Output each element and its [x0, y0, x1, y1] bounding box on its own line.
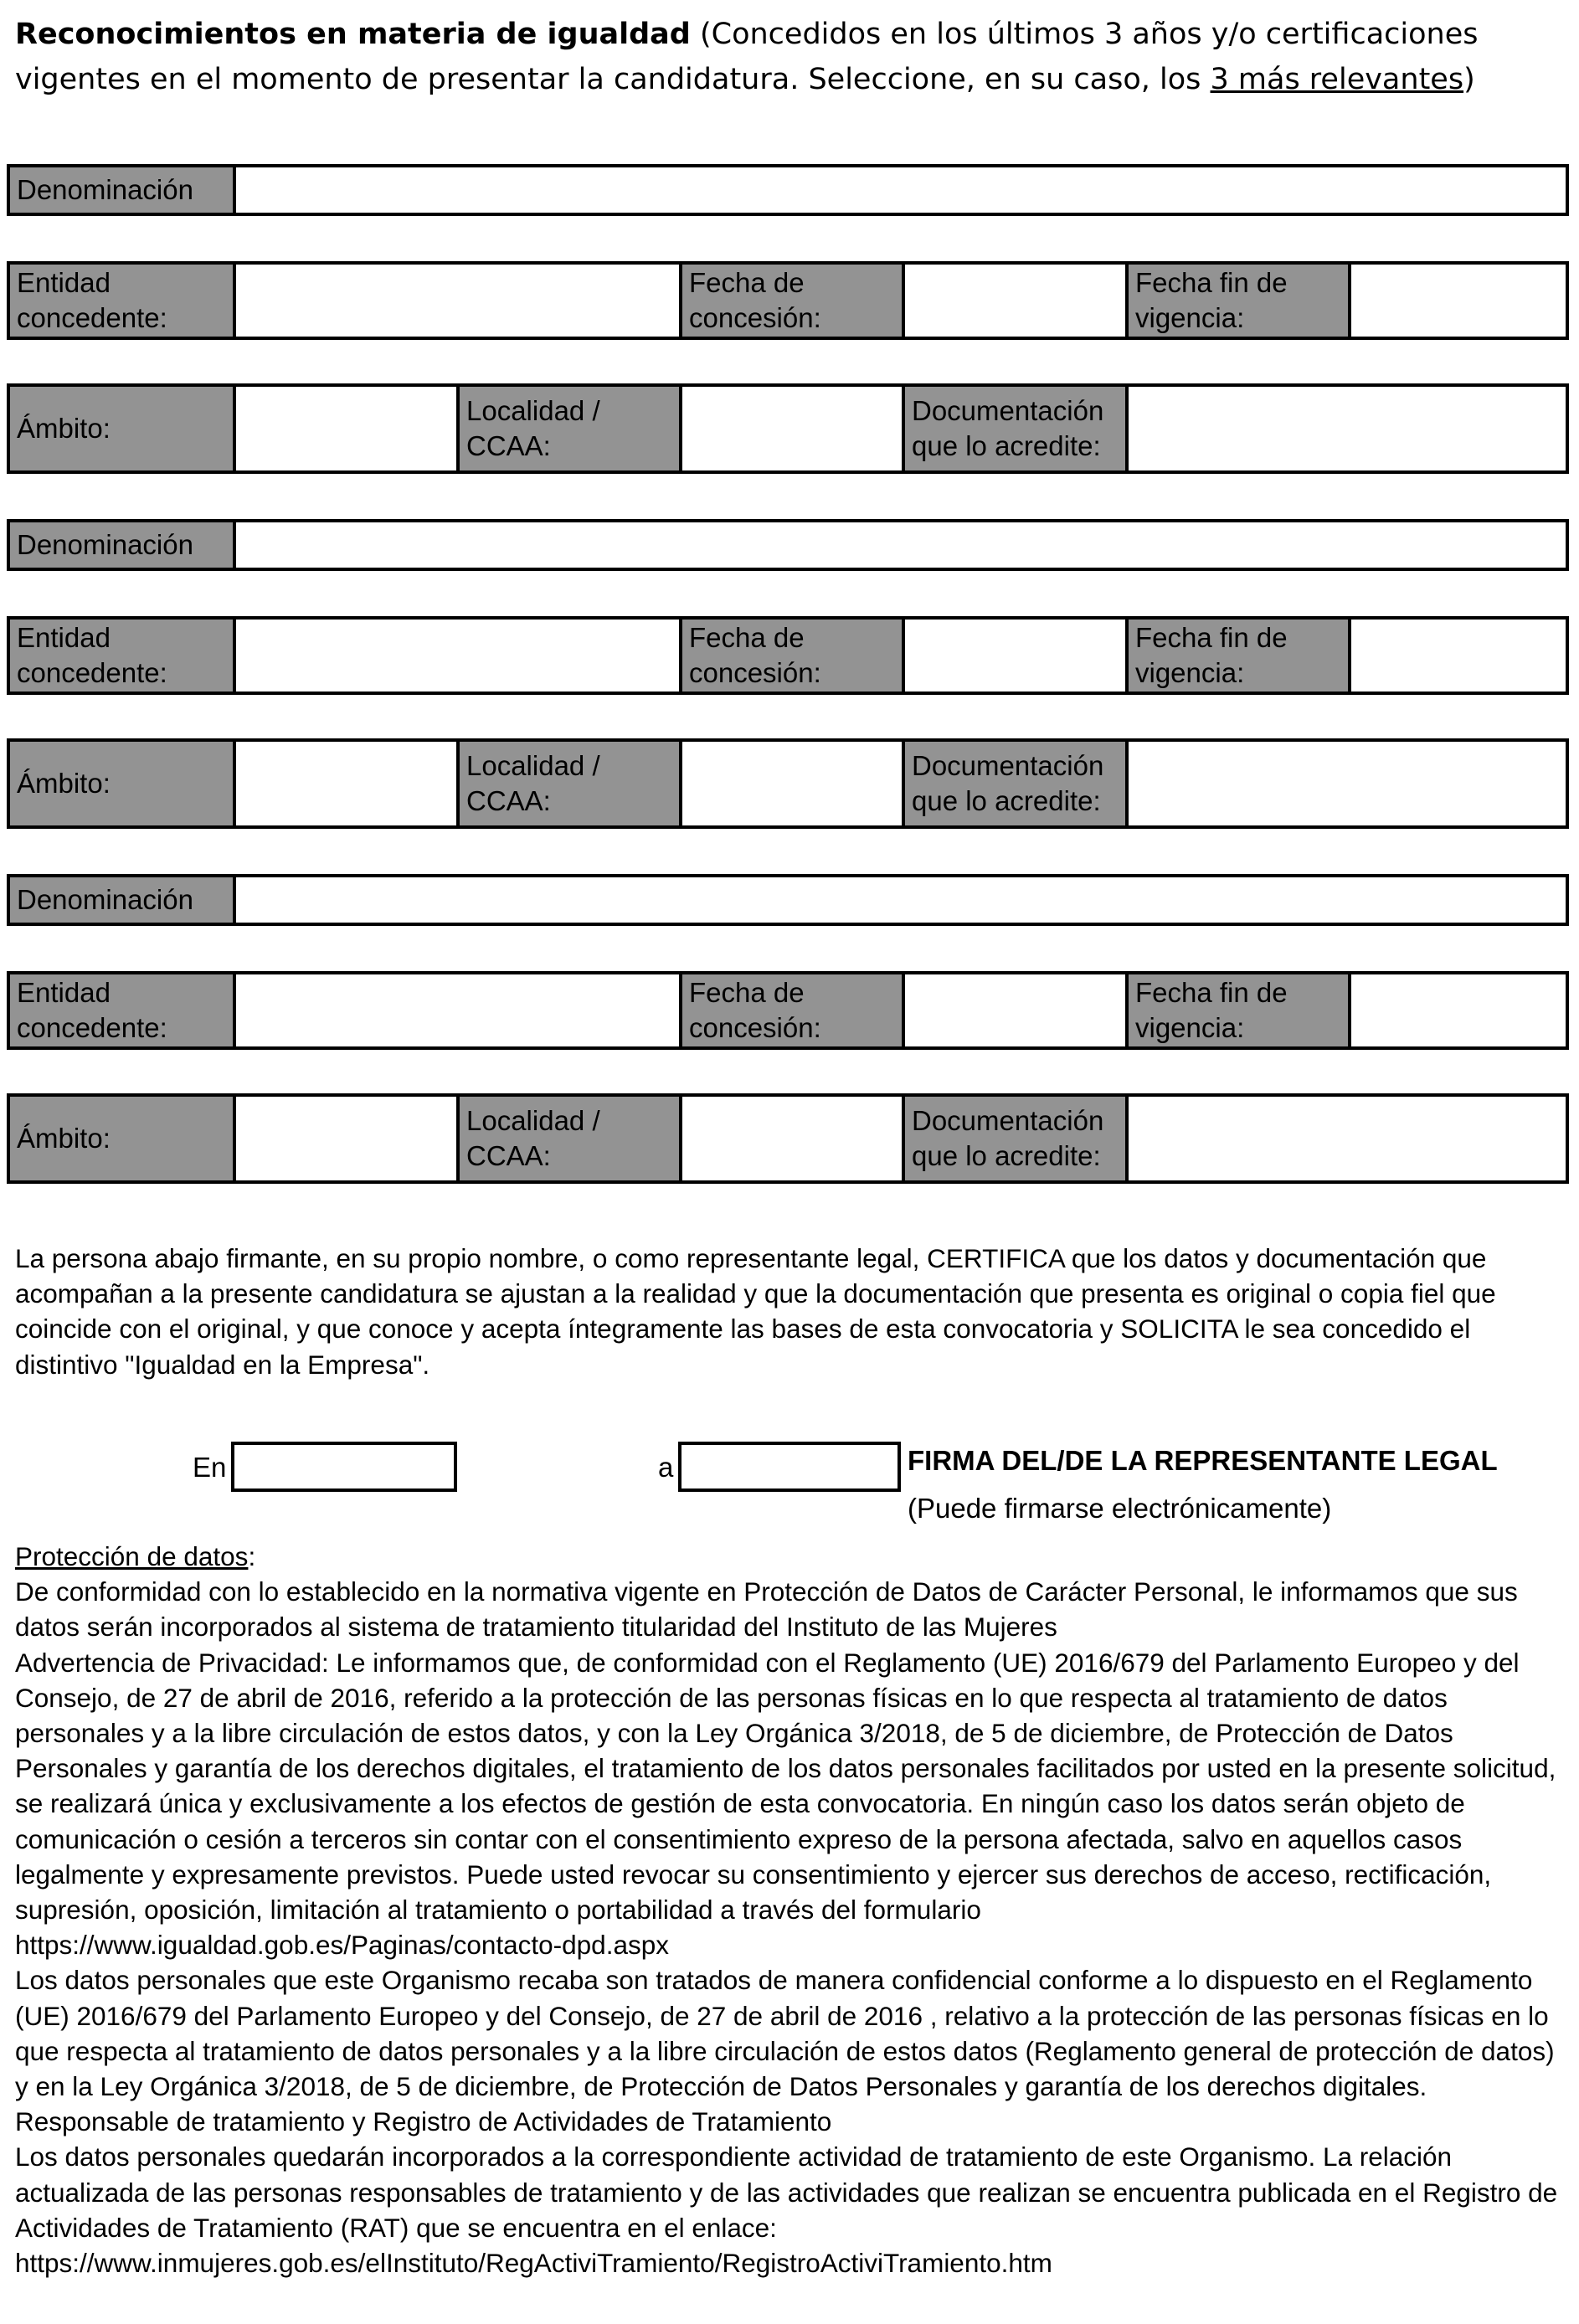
entidad-label-line2: concedente:: [17, 1012, 167, 1043]
record-2-denominacion-row: [7, 519, 1569, 571]
documentacion-line2: que lo acredite:: [912, 1140, 1101, 1171]
documentacion-line1: Documentación: [912, 750, 1104, 781]
place-field[interactable]: [231, 1442, 457, 1492]
privacy-paragraph-5: Los datos personales quedarán incorporados a la correspondiente actividad de tratamiento de este Organismo. La relación actualizada de las personas responsables de tratamiento y de las actividades que realizan se encuentra publicada en el Registro de Actividades de Tratamiento (RAT) que se encuentra en el enlace:: [15, 2141, 1558, 2243]
documentacion-label: [902, 387, 1125, 470]
fecha-concesion-line1: Fecha de: [689, 622, 805, 653]
denominacion-label: Denominación: [10, 522, 233, 568]
privacy-paragraph-1: De conformidad con lo establecido en la normativa vigente en Protección de Datos de Carácter Personal, le informamos que sus datos serán incorporados al sistema de tratamiento titularidad del Instituto de las Mujeres: [15, 1576, 1518, 1643]
fecha-fin-line2: vigencia:: [1135, 302, 1245, 333]
record-3-fecha-fin-field[interactable]: [1348, 974, 1566, 1046]
entidad-label-line2: concedente:: [17, 302, 167, 333]
record-1-denominacion-field[interactable]: [233, 167, 1566, 213]
fecha-fin-label: [1125, 620, 1348, 692]
record-1-entidad-row: [7, 261, 1569, 340]
ambito-label: Ámbito:: [10, 387, 233, 470]
heading-emphasis: 3 más relevantes: [1210, 63, 1464, 96]
privacy-section: [15, 1539, 1564, 2280]
fecha-concesion-line2: concesión:: [689, 1012, 821, 1043]
localidad-line1: Localidad /: [466, 1105, 600, 1136]
fecha-fin-label: [1125, 265, 1348, 337]
record-3-denominacion-row: [7, 874, 1569, 926]
record-1-fecha-fin-field[interactable]: [1348, 265, 1566, 337]
record-2-ambito-row: [7, 738, 1569, 829]
localidad-line2: CCAA:: [466, 785, 551, 816]
record-3-ambito-row: [7, 1093, 1569, 1184]
record-2-ambito-field[interactable]: [233, 742, 456, 825]
record-2-entidad-field[interactable]: [233, 620, 679, 692]
entidad-label-line1: Entidad: [17, 622, 111, 653]
documentacion-line1: Documentación: [912, 395, 1104, 426]
localidad-line2: CCAA:: [466, 1140, 551, 1171]
fecha-concesion-label: [679, 974, 902, 1046]
documentacion-line1: Documentación: [912, 1105, 1104, 1136]
record-2-fecha-concesion-field[interactable]: [902, 620, 1125, 692]
heading-title: Reconocimientos en materia de igualdad: [15, 18, 691, 51]
localidad-line1: Localidad /: [466, 395, 600, 426]
ambito-label: Ámbito:: [10, 1097, 233, 1180]
record-1-denominacion-row: [7, 164, 1569, 216]
fecha-fin-label: [1125, 974, 1348, 1046]
record-3-entidad-row: [7, 971, 1569, 1050]
record-3-denominacion-field[interactable]: [233, 877, 1566, 923]
rat-link[interactable]: https://www.inmujeres.gob.es/elInstituto/RegActiviTramiento/RegistroActiviTramiento.htm: [15, 2248, 1052, 2279]
a-label: a: [658, 1452, 674, 1483]
record-1-entidad-field[interactable]: [233, 265, 679, 337]
privacy-heading-colon: :: [248, 1541, 256, 1571]
record-3-documentacion-field[interactable]: [1125, 1097, 1566, 1180]
heading-text-end: ): [1463, 63, 1475, 96]
localidad-label: [456, 1097, 679, 1180]
fecha-fin-line1: Fecha fin de: [1135, 622, 1288, 653]
record-1-documentacion-field[interactable]: [1125, 387, 1566, 470]
localidad-line2: CCAA:: [466, 430, 551, 461]
en-label: En: [193, 1452, 227, 1483]
record-2-fecha-fin-field[interactable]: [1348, 620, 1566, 692]
record-2-localidad-field[interactable]: [679, 742, 902, 825]
privacy-paragraph-2: Advertencia de Privacidad: Le informamos que, de conformidad con el Reglamento (UE) 2016/679 del Parlamento Europeo y del Consejo, de 27 de abril de 2016, referido a la protección de las personas físicas en lo que respecta al tratamiento de datos personales y a la libre circulación de estos datos, y con la Ley Orgánica 3/2018, de 5 de diciembre, de Protección de Datos Personales y garantía de los derechos digitales, el tratamiento de los datos personales facilitados por usted en la presente solicitud, se realizará única y exclusivamente a los efectos de gestión de esta convocatoria. En ningún caso los datos serán objeto de comunicación o cesión a terceros sin contar con el consentimiento expreso de la persona afectada, salvo en aquellos casos legalmente y expresamente previstos. Puede usted revocar su consentimiento y ejercer sus derechos de acceso, rectificación, supresión, oposición, limitación al tratamiento o portabilidad a través del formulario: [15, 1647, 1556, 1926]
localidad-label: [456, 742, 679, 825]
privacy-heading-text: Protección de datos: [15, 1541, 249, 1571]
date-field[interactable]: [678, 1442, 901, 1492]
record-2-denominacion-field[interactable]: [233, 522, 1566, 568]
fecha-fin-line2: vigencia:: [1135, 657, 1245, 688]
localidad-label: [456, 387, 679, 470]
fecha-concesion-line2: concesión:: [689, 657, 821, 688]
entidad-label: [10, 620, 233, 692]
signature-note: (Puede firmarse electrónicamente): [908, 1493, 1332, 1524]
documentacion-line2: que lo acredite:: [912, 785, 1101, 816]
documentacion-label: [902, 1097, 1125, 1180]
privacy-paragraph-4: Responsable de tratamiento y Registro de Actividades de Tratamiento: [15, 2106, 832, 2137]
record-1-fecha-concesion-field[interactable]: [902, 265, 1125, 337]
section-heading: [15, 12, 1564, 102]
contact-dpd-link[interactable]: https://www.igualdad.gob.es/Paginas/contacto-dpd.aspx: [15, 1930, 669, 1961]
record-2-documentacion-field[interactable]: [1125, 742, 1566, 825]
fecha-fin-line1: Fecha fin de: [1135, 977, 1288, 1008]
record-3-localidad-field[interactable]: [679, 1097, 902, 1180]
fecha-concesion-label: [679, 620, 902, 692]
fecha-concesion-label: [679, 265, 902, 337]
fecha-fin-line2: vigencia:: [1135, 1012, 1245, 1043]
certification-text: [15, 1241, 1564, 1382]
fecha-fin-line1: Fecha fin de: [1135, 267, 1288, 298]
documentacion-line2: que lo acredite:: [912, 430, 1101, 461]
record-2-entidad-row: [7, 616, 1569, 695]
record-3-fecha-concesion-field[interactable]: [902, 974, 1125, 1046]
heading-text: (Concedidos en los últimos 3 años y/o certificaciones vigentes en el momento de presentar la candidatura. Seleccione, en su caso, los: [15, 18, 1479, 96]
fecha-concesion-line1: Fecha de: [689, 977, 805, 1008]
record-1-ambito-field[interactable]: [233, 387, 456, 470]
entidad-label: [10, 265, 233, 337]
entidad-label-line2: concedente:: [17, 657, 167, 688]
record-3-ambito-field[interactable]: [233, 1097, 456, 1180]
localidad-line1: Localidad /: [466, 750, 600, 781]
entidad-label: [10, 974, 233, 1046]
documentacion-label: [902, 742, 1125, 825]
ambito-label: Ámbito:: [10, 742, 233, 825]
entidad-label-line1: Entidad: [17, 977, 111, 1008]
certification-paragraph: La persona abajo firmante, en su propio nombre, o como representante legal, CERTIFICA que los datos y documentación que acompañan a la presente candidatura se ajustan a la realidad y que la documentación que presenta es original o copia fiel que coincide con el original, y que conoce y acepta íntegramente las bases de esta convocatoria y SOLICITA le sea concedido el distintivo "Igualdad en la Empresa".: [15, 1243, 1496, 1380]
record-1-localidad-field[interactable]: [679, 387, 902, 470]
denominacion-label: Denominación: [10, 167, 233, 213]
fecha-concesion-line2: concesión:: [689, 302, 821, 333]
record-3-entidad-field[interactable]: [233, 974, 679, 1046]
entidad-label-line1: Entidad: [17, 267, 111, 298]
record-1-ambito-row: [7, 383, 1569, 474]
signature-title: FIRMA DEL/DE LA REPRESENTANTE LEGAL: [908, 1445, 1498, 1476]
privacy-heading: [15, 1539, 1564, 1574]
privacy-paragraph-3: Los datos personales que este Organismo recaba son tratados de manera confidencial conforme a lo dispuesto en el Reglamento (UE) 2016/679 del Parlamento Europeo y del Consejo, de 27 de abril de 2016 , relativo a la protección de las personas físicas en lo que respecta al tratamiento de datos personales y a la libre circulación de estos datos (Reglamento general de protección de datos) y en la Ley Orgánica 3/2018, de 5 de diciembre, de Protección de Datos Personales y garantía de los derechos digitales.: [15, 1965, 1555, 2102]
fecha-concesion-line1: Fecha de: [689, 267, 805, 298]
denominacion-label: Denominación: [10, 877, 233, 923]
